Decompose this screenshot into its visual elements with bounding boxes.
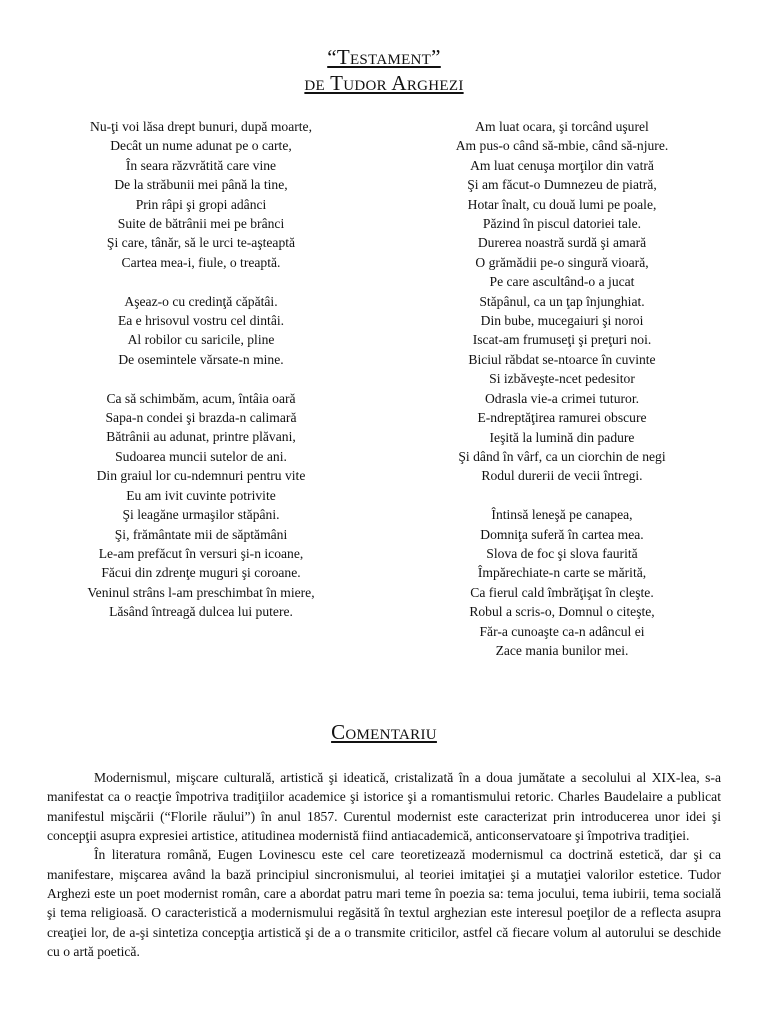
poem-line: Biciul răbdat se-ntoarce în cuvinte <box>468 351 656 367</box>
poem-right-column <box>397 117 727 660</box>
commentary-body <box>47 768 721 961</box>
poem-line: De osemintele vărsate-n mine. <box>118 351 284 367</box>
poem-line: Şi dând în vârf, ca un ciorchin de negi <box>458 448 666 464</box>
poem-line: Şi am făcut-o Dumnezeu de piatră, <box>467 177 657 193</box>
poem-line: Am luat ocara, şi torcând uşurel <box>475 119 649 134</box>
poem-stanza <box>36 389 366 622</box>
poem-line: Şi care, tânăr, să le urci te-aşteaptă <box>106 235 296 251</box>
poem-line: O grămădii pe-o singură vioară, <box>475 254 649 270</box>
commentary-paragraph: În literatura română, Eugen Lovinescu este cel care teoretizează modernismul ca doctrină estetică, dar şi ca manifestare, mişcarea având la bază principiul sincronismului, al teoriei imitaţiei şi a mutaţiei valorilor estetice. Tudor Arghezi este un poet modernist român, care a abordat patru mari teme în poezia sa: tema jocului, tema iubirii, tema socială şi tema religioasă. O caracteristică a modernismului regăsită în textul arghezian este interesul poeţilor de a reflecta asupra creaţiei lor, de a-şi sintetiza concepţia artistică şi de a o transmite criticilor, astfel că fiecare volum al autorului se deschide cu o artă poetică. <box>47 847 721 960</box>
poem-line: Cartea mea-i, fiule, o treaptă. <box>121 254 281 270</box>
poem-line: Stăpânul, ca un ţap înjunghiat. <box>479 293 645 309</box>
poem-stanza <box>36 292 366 370</box>
poem-line: Am pus-o când să-mbie, când să-njure. <box>455 138 669 154</box>
poem-line: E-ndreptăţirea ramurei obscure <box>477 410 647 426</box>
poem-stanza <box>36 117 366 272</box>
poem-line: Bătrânii au adunat, printre plăvani, <box>106 429 296 445</box>
poem-line: Lăsând întreagă dulcea lui putere. <box>109 604 293 620</box>
poem-line: Împărechiate-n carte se mărită, <box>477 565 647 581</box>
commentary-heading: Comentariu <box>331 720 437 744</box>
poem-line: În seara răzvrătită care vine <box>125 157 277 173</box>
poem-line: Făcui din zdrenţe muguri şi coroane. <box>101 565 301 581</box>
poem-line: De la străbunii mei până la tine, <box>114 177 288 193</box>
poem-line: Şi, frământate mii de săptămâni <box>114 526 288 542</box>
poem-line: Pe care ascultând-o a jucat <box>489 274 635 290</box>
poem-left-column <box>36 117 366 622</box>
poem-stanza <box>397 505 727 660</box>
poem-line: Ieşită la lumină din padure <box>489 429 635 445</box>
poem-line: Făr-a cunoaşte ca-n adâncul ei <box>479 623 645 639</box>
poem-line: Nu-ţi voi lăsa drept bunuri, după moarte, <box>90 119 312 134</box>
poem-stanza <box>397 117 727 486</box>
poem-line: Iscat-am frumuseţi şi preţuri noi. <box>472 332 652 348</box>
poem-line: Ea e hrisovul vostru cel dintâi. <box>117 313 285 329</box>
poem-line: Eu am ivit cuvinte potrivite <box>126 487 276 503</box>
poem-line: Ca să schimbăm, acum, întâia oară <box>106 390 296 406</box>
poem-line: Hotar înalt, cu două lumi pe poale, <box>467 196 657 212</box>
poem-line: Durerea noastră surdă şi amară <box>477 235 647 251</box>
poem-line: Zace mania bunilor mei. <box>495 642 629 658</box>
poem-line: Întinsă leneşă pe canapea, <box>491 507 633 523</box>
poem-line: Prin râpi şi gropi adânci <box>135 196 267 212</box>
poem-line: Odrasla vie-a crimei tuturor. <box>484 390 639 406</box>
poem-line: Suite de bătrânii mei pe brânci <box>117 216 285 232</box>
poem-line: Ca fierul cald îmbrăţişat în cleşte. <box>470 584 654 600</box>
poem-line: Păzind în piscul datoriei tale. <box>482 216 642 232</box>
poem-line: Decât un nume adunat pe o carte, <box>110 138 292 154</box>
poem-title: “Testament” <box>327 45 441 69</box>
poem-line: Al robilor cu saricile, pline <box>127 332 275 348</box>
poem-line: Slova de foc şi slova faurită <box>486 545 638 561</box>
poem-line: Sapa-n condei şi brazda-n calimară <box>105 410 297 426</box>
poem-line: Si izbăveşte-ncet pedesitor <box>489 371 635 387</box>
poem-line: Le-am prefăcut în versuri şi-n icoane, <box>98 545 304 561</box>
poem-line: Din graiul lor cu-ndemnuri pentru vite <box>96 468 306 484</box>
poem-author: de Tudor Arghezi <box>304 71 464 95</box>
poem-line: Şi leagăne urmaşilor stăpâni. <box>122 507 280 523</box>
poem-line: Sudoarea muncii sutelor de ani. <box>115 448 287 464</box>
poem-line: Veninul strâns l-am preschimbat în miere, <box>87 584 315 600</box>
poem-line: Rodul durerii de vecii întregi. <box>481 468 643 484</box>
poem-line: Robul a scris-o, Domnul o citeşte, <box>469 604 655 620</box>
poem-line: Aşeaz-o cu credinţă căpătâi. <box>124 293 278 309</box>
poem-line: Domniţa suferă în cartea mea. <box>480 526 644 542</box>
poem-line: Am luat cenuşa morţilor din vatră <box>470 157 654 173</box>
poem-title-block <box>0 44 768 96</box>
commentary-paragraph: Modernismul, mişcare culturală, artistică şi ideatică, cristalizată în a doua jumătate a secolului al XIX-lea, s-a manifestat ca o reacţie împotriva tradiţiilor academice şi istorice şi a romantismului retoric. Charles Baudelaire a publicat manifestul mişcării (“Florile răului”) în anul 1857. Curentul modernist este caracterizat prin introducerea unor idei şi concepţii asupra expresiei artistice, atitudinea modernistă fiind antiacademică, anticonservatoare şi împotriva tradiţiei. <box>47 770 721 844</box>
poem-line: Din bube, mucegaiuri şi noroi <box>480 313 644 329</box>
